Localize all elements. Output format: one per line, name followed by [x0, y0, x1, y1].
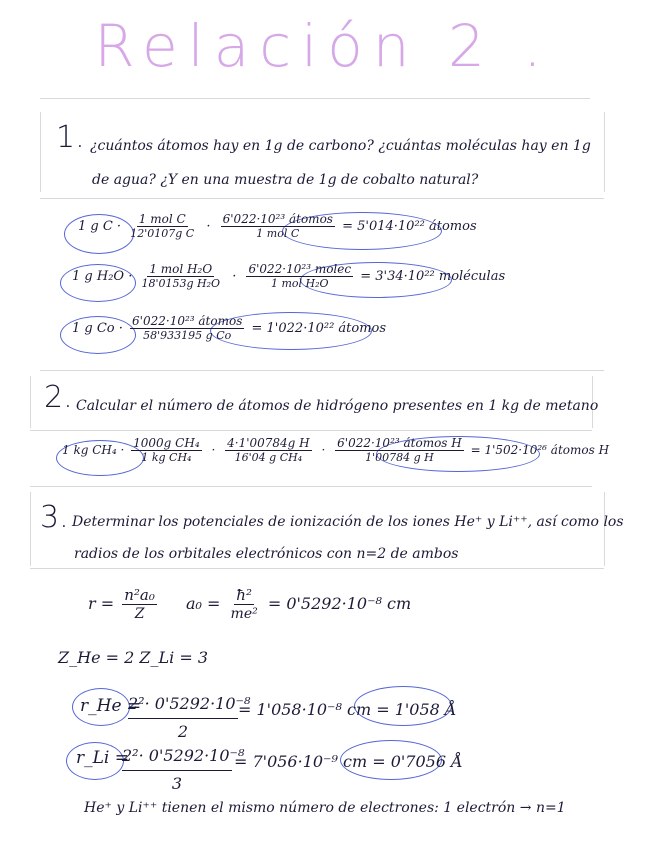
- result: = 5'014·10²² átomos: [342, 219, 477, 234]
- numerator: ħ²: [236, 586, 252, 604]
- numerator: 4·1'00784g H: [227, 436, 310, 450]
- radius-formula: [88, 586, 160, 623]
- start-term: 1 g H₂O ·: [72, 269, 133, 284]
- r-he-denominator: 2: [177, 722, 189, 741]
- fraction: [246, 262, 353, 291]
- fraction-bar: [122, 770, 232, 771]
- atomic-numbers: Z_He = 2 Z_Li = 3: [58, 648, 208, 667]
- fraction: [122, 586, 157, 623]
- q1-number: 1.: [56, 120, 85, 155]
- q2-answer-methane: [62, 436, 609, 465]
- start-term: 1 kg CH₄ ·: [62, 443, 125, 457]
- numerator: 1000g CH₄: [133, 436, 200, 450]
- r-he-result: = 1'058·10⁻⁸ cm = 1'058 Å: [238, 700, 457, 719]
- q3-left-rule: [30, 492, 31, 566]
- q1-answer-cobalt: [72, 314, 386, 343]
- fraction: [130, 314, 244, 343]
- fraction: [335, 436, 464, 465]
- fraction: [221, 212, 335, 241]
- q1-right-rule: [604, 112, 605, 192]
- denominator: me²: [230, 606, 258, 622]
- title-divider: [40, 98, 590, 99]
- multiply-dot: ·: [232, 269, 237, 284]
- r-he-numerator: 2²· 0'5292·10⁻⁸: [128, 694, 251, 713]
- r-li-result: = 7'056·10⁻⁹ cm = 0'7056 Å: [234, 752, 463, 771]
- denominator: 58'933195 g Co: [143, 329, 232, 342]
- fraction: [225, 436, 312, 465]
- denominator: 12'0107g C: [130, 227, 195, 240]
- denominator: 1'00784 g H: [365, 451, 434, 464]
- bohr-value: = 0'5292·10⁻⁸ cm: [267, 594, 412, 613]
- numerator: 6'022·10²³ átomos: [222, 212, 333, 226]
- page-title: Relación 2 .: [94, 12, 552, 80]
- final-statement: He⁺ y Li⁺⁺ tienen el mismo número de electrones: 1 electrón → n=1: [84, 800, 566, 816]
- denominator: 1 mol C: [256, 227, 300, 240]
- start-term: 1 g C ·: [78, 219, 122, 234]
- denominator: 1 mol H₂O: [270, 277, 329, 290]
- fraction: [139, 262, 222, 291]
- numerator: 1 mol H₂O: [149, 262, 213, 276]
- q1-answer-carbon: [78, 212, 477, 241]
- numerator: n²a₀: [124, 586, 155, 604]
- numerator: 6'022·10²³ átomos: [132, 314, 243, 328]
- r-li-label: r_Li =: [76, 748, 130, 768]
- numerator: 1 mol C: [138, 212, 186, 226]
- bohr-symbol: a₀ =: [186, 594, 221, 613]
- multiply-dot: ·: [206, 219, 211, 234]
- q2-left-rule: [30, 376, 31, 428]
- q3-text-line1: Determinar los potenciales de ionización de los iones He⁺ y Li⁺⁺, así como los: [72, 514, 624, 530]
- multiply-dot: ·: [211, 443, 216, 457]
- result: = 1'022·10²² átomos: [251, 321, 387, 336]
- radius-symbol: r =: [88, 594, 115, 613]
- q2-end-divider: [30, 486, 592, 487]
- q1-text-line1: ¿cuántos átomos hay en 1g de carbono? ¿cuántas moléculas hay en 1g: [90, 138, 591, 154]
- q2-text-line1: Calcular el número de átomos de hidrógeno presentes en 1 kg de metano: [76, 398, 599, 414]
- fraction-bar: [128, 718, 238, 719]
- q2-number: 2.: [44, 380, 73, 415]
- q3-divider: [30, 568, 604, 569]
- q1-text-line2: de agua? ¿Y en una muestra de 1g de cobalto natural?: [92, 172, 479, 188]
- denominator: 1 kg CH₄: [141, 451, 192, 464]
- fraction: [128, 212, 196, 241]
- bohr-radius-formula: [186, 586, 411, 623]
- fraction: [131, 436, 202, 465]
- q2-divider: [30, 430, 592, 431]
- r-li-denominator: 3: [171, 774, 183, 793]
- r-li-numerator: 2²· 0'5292·10⁻⁸: [122, 746, 245, 765]
- numerator: 6'022·10²³ átomos H: [337, 436, 462, 450]
- multiply-dot: ·: [321, 443, 326, 457]
- fraction: [229, 586, 260, 623]
- result: = 1'502·10²⁶ átomos H: [470, 443, 610, 457]
- q1-answer-water: [72, 262, 505, 291]
- q1-left-rule: [40, 112, 41, 192]
- denominator: 16'04 g CH₄: [234, 451, 303, 464]
- denominator: 18'0153g H₂O: [141, 277, 221, 290]
- result: = 3'34·10²² moléculas: [360, 269, 506, 284]
- q1-divider: [40, 198, 604, 199]
- start-term: 1 g Co ·: [72, 321, 123, 336]
- numerator: 6'022·10²³ molec: [248, 262, 352, 276]
- q1-end-divider: [40, 370, 604, 371]
- q3-number: 3.: [40, 500, 69, 535]
- q3-text-line2: radios de los orbitales electrónicos con n=2 de ambos: [74, 546, 459, 562]
- denominator: Z: [134, 606, 145, 622]
- r-he-label: r_He =: [80, 696, 142, 716]
